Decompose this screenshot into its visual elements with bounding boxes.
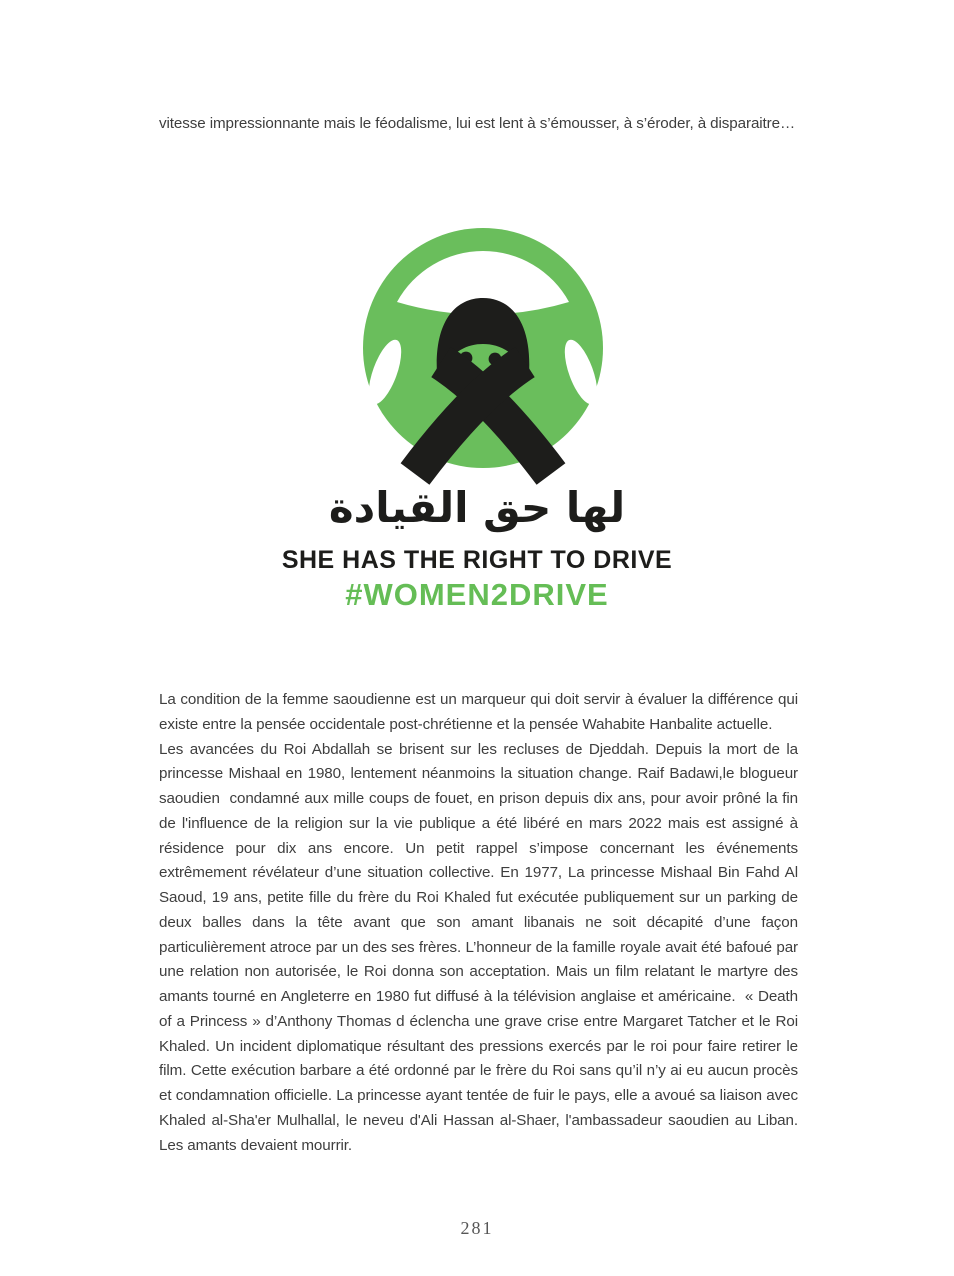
main-text-block bbox=[159, 688, 803, 1158]
top-paragraph-block bbox=[159, 112, 798, 137]
women2drive-logo bbox=[352, 222, 614, 504]
body-paragraph: La condition de la femme saoudienne est un marqueur qui doit servir à évaluer la différence qui existe entre la pensée occidentale post-chrétienne et la pensée Wahabite Hanbalite actuelle. bbox=[159, 691, 803, 733]
logo-hashtag: #WOMEN2DRIVE bbox=[345, 577, 609, 612]
logo-english-slogan: SHE HAS THE RIGHT TO DRIVE bbox=[281, 546, 673, 574]
body-paragraph: Les avancées du Roi Abdallah se brisent sur les recluses de Djeddah. Depuis la mort de la princesse Mishaal en 1980, lentement néanmoins la situation change. Raif Badawi,le blogueur saoudien condamné aux mille coups de fouet, en prison depuis dix ans, pour avoir prôné la fin de l'influence de la religion sur la vie publique a été libéré en mars 2022 mais est assigné à résidence pour dix ans encore. Un petit rappel s’impose concernant les événements extrêmement révélateur d’une situation collective. En 1977, La princesse Mishaal Bin Fahd Al Saoud, 19 ans, petite fille du frère du Roi Khaled fut exécutée publiquement sur un parking de deux balles dans la tête avant que son amant libanais ne soit décapité d’une façon particulièrement atroce par un des ses frères. L’honneur de la famille royale avait été bafoué par une relation non autorisée, le Roi donna son acceptation. Mais un film relatant le martyre des amants tourné en Angleterre en 1980 fut diffusé à la télévision anglaise et américaine. « Death of a Princess » d’Anthony Thomas d éclencha une grave crise entre Margaret Tatcher et le Roi Khaled. Un incident diplomatique résultant des pressions exercés par le roi pour faire retirer le film. Cette exécution barbare a été ordonné par le frère du Roi sans qu’il n’y ai eu aucun procès et condamnation officielle. La princesse ayant tentée de fuir le pays, elle a avoué sa liaison avec Khaled al-Sha'er Mulhallal, le neveu d'Ali Hassan al-Shaer, l'ambassadeur saoudien au Liban. Les amants devaient mourrir. bbox=[159, 740, 803, 1154]
logo-arabic-slogan: لها حق القيادة bbox=[328, 483, 626, 532]
page-number: 281 bbox=[460, 1218, 494, 1238]
steering-wheel-icon bbox=[362, 228, 604, 468]
top-paragraph: vitesse impressionnante mais le féodalisme, lui est lent à s’émousser, à s’éroder, à disparaitre… bbox=[159, 115, 796, 132]
